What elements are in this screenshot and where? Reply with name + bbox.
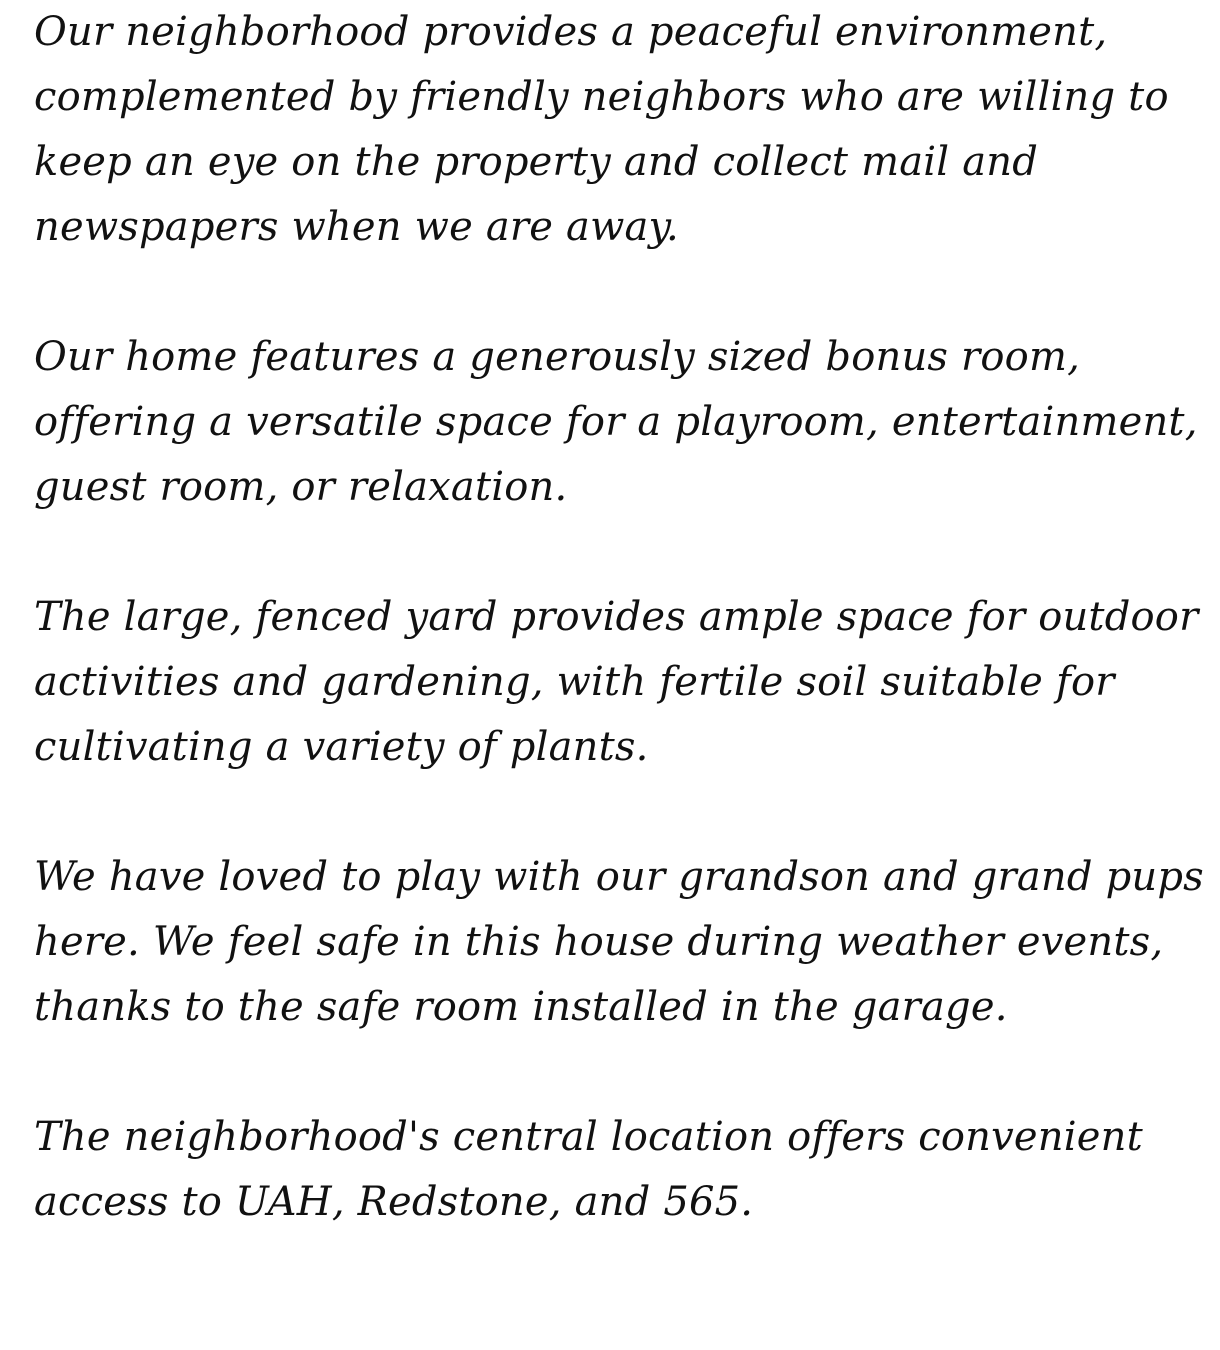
handwritten-letter xyxy=(34,0,1204,1235)
paragraph-neighborhood: Our neighborhood provides a peaceful environment, complemented by friendly neighbors who are willing to keep an eye on the property and collect mail and newspapers when we are away. xyxy=(34,9,1169,250)
paragraph-location: The neighborhood's central location offers convenient access to UAH, Redstone, and 565. xyxy=(34,1114,1143,1225)
paragraph-yard: The large, fenced yard provides ample space for outdoor activities and gardening, with fertile soil suitable for cultivating a variety of plants. xyxy=(34,594,1199,770)
paragraph-family-safety: We have loved to play with our grandson and grand pups here. We feel safe in this house during weather events, thanks to the safe room installed in the garage. xyxy=(34,854,1204,1030)
paragraph-bonus-room: Our home features a generously sized bonus room, offering a versatile space for a playroom, entertainment, guest room, or relaxation. xyxy=(34,334,1198,510)
